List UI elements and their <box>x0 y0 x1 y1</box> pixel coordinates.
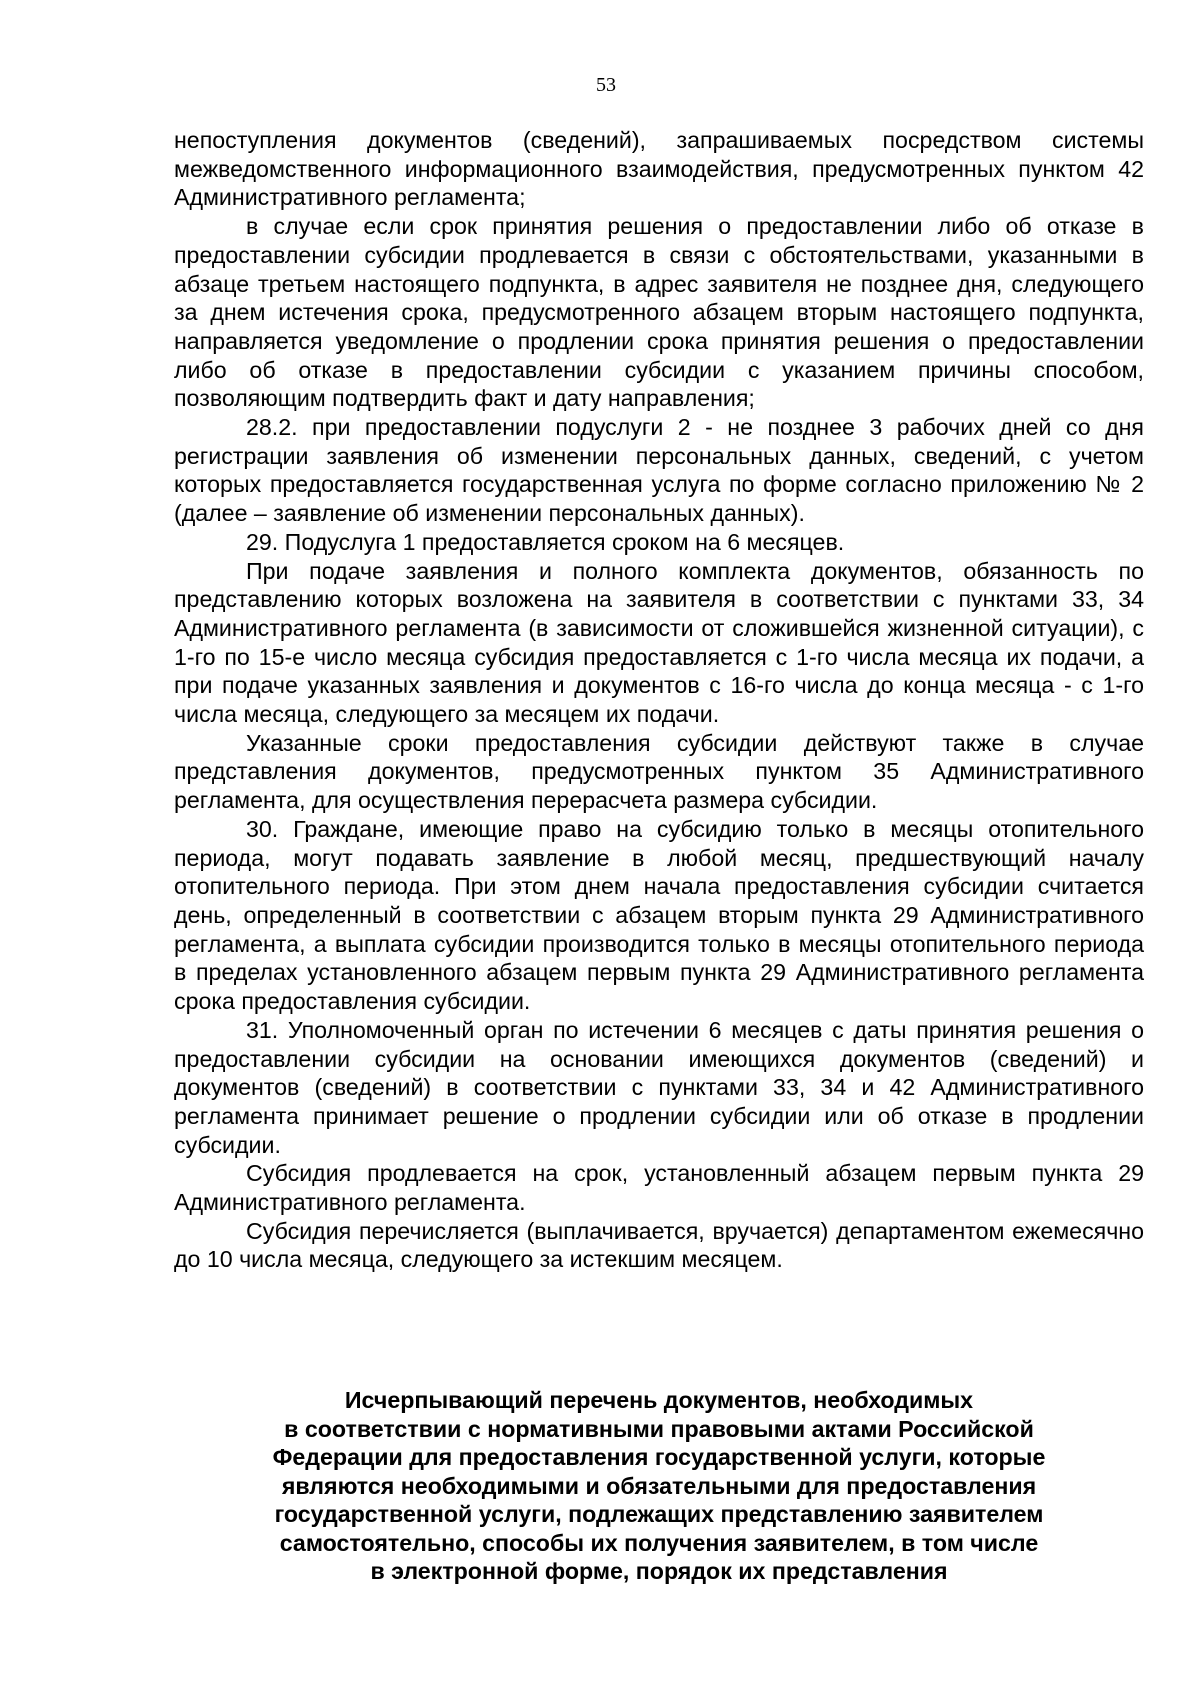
paragraph-6: Указанные сроки предоставления субсидии действуют также в случае представления документов, предусмотренных пунктом 35 Административного регламента, для осуществления перерасчета размера субсидии. <box>174 729 1144 814</box>
heading-line-7: в электронной форме, порядок их представления <box>370 1558 948 1584</box>
heading-line-2: в соответствии с нормативными правовыми актами Российской <box>284 1415 1034 1442</box>
paragraph-8: 31. Уполномоченный орган по истечении 6 месяцев с даты принятия решения о предоставлении субсидии на основании имеющихся документов (сведений) и документов (сведений) в соответствии с пунктами 33, 34 и 42 Административного регламента принимает решение о продлении субсидии или об отказе в продлении субсидии. <box>174 1016 1144 1158</box>
body-text <box>174 126 1144 1274</box>
section-heading <box>174 1386 1144 1586</box>
paragraph-7: 30. Граждане, имеющие право на субсидию только в месяцы отопительного периода, могут подавать заявление в любой месяц, предшествующий началу отопительного периода. При этом днем начала предоставления субсидии считается день, определенный в соответствии с абзацем вторым пункта 29 Административного регламента, а выплата субсидии производится только в месяцы отопительного периода в пределах установленного абзацем первым пункта 29 Административного регламента срока предоставления субсидии. <box>174 815 1144 1015</box>
heading-line-5: государственной услуги, подлежащих представлению заявителем <box>274 1501 1044 1527</box>
paragraph-5: При подаче заявления и полного комплекта документов, обязанность по представлению которых возложена на заявителя в соответствии с пунктами 33, 34 Административного регламента (в зависимости от сложившейся жизненной ситуации), с 1-го по 15-е число месяца субсидия предоставляется с 1-го числа месяца их подачи, а при подаче указанных заявления и документов с 16-го числа до конца месяца - с 1-го числа месяца, следующего за месяцем их подачи. <box>174 557 1144 728</box>
paragraph-9: Субсидия продлевается на срок, установленный абзацем первым пункта 29 Административного регламента. <box>174 1160 1144 1216</box>
heading-line-4: являются необходимыми и обязательными для предоставления <box>281 1472 1037 1499</box>
paragraph-3: 28.2. при предоставлении подуслуги 2 - не позднее 3 рабочих дней со дня регистрации заявления об изменении персональных данных, сведений, с учетом которых предоставляется государственная услуга по форме согласно приложению № 2 (далее – заявление об изменении персональных данных). <box>174 414 1144 527</box>
paragraph-1: непоступления документов (сведений), запрашиваемых посредством системы межведомственного информационного взаимодействия, предусмотренных пунктом 42 Административного регламента; <box>174 127 1144 211</box>
heading-line-3: Федерации для предоставления государственной услуги, которые <box>272 1444 1046 1470</box>
heading-line-1: Исчерпывающий перечень документов, необходимых <box>344 1387 974 1413</box>
paragraph-2: в случае если срок принятия решения о предоставлении либо об отказе в предоставлении субсидии продлевается в связи с обстоятельствами, указанными в абзаце третьем настоящего подпункта, в адрес заявителя не позднее дня, следующего за днем истечения срока, предусмотренного абзацем вторым настоящего подпункта, направляется уведомление о продлении срока принятия решения о предоставлении либо об отказе в предоставлении субсидии с указанием причины способом, позволяющим подтвердить факт и дату направления; <box>174 213 1144 412</box>
paragraph-10: Субсидия перечисляется (выплачивается, вручается) департаментом ежемесячно до 10 числа месяца, следующего за истекшим месяцем. <box>174 1217 1144 1273</box>
page-number: 53 <box>596 74 616 96</box>
heading-line-6: самостоятельно, способы их получения заявителем, в том числе <box>279 1529 1039 1556</box>
paragraph-4: 29. Подуслуга 1 предоставляется сроком на 6 месяцев. <box>246 528 845 555</box>
